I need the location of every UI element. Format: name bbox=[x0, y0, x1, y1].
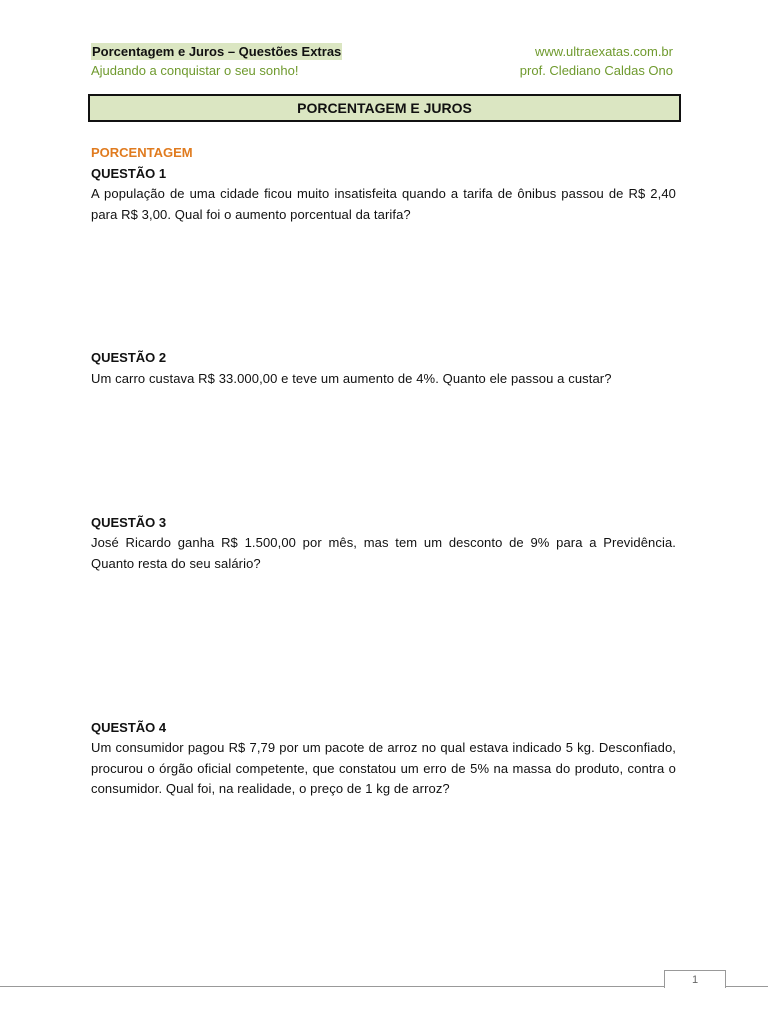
footer-rule bbox=[0, 986, 768, 987]
page-number-box bbox=[664, 970, 726, 988]
question-label: QUESTÃO 4 bbox=[91, 720, 167, 735]
question-label: QUESTÃO 2 bbox=[91, 350, 167, 365]
question-label: QUESTÃO 1 bbox=[91, 166, 167, 181]
main-title: PORCENTAGEM E JUROS bbox=[297, 100, 472, 116]
question-text: José Ricardo ganha R$ 1.500,00 por mês, mas tem um desconto de 9% para a Previdência. Quanto resta do seu salário? bbox=[91, 535, 676, 571]
tagline: Ajudando a conquistar o seu sonho! bbox=[91, 63, 299, 78]
question-text: A população de uma cidade ficou muito insatisfeita quando a tarifa de ônibus passou de R$ 2,40 para R$ 3,00. Qual foi o aumento porcentual da tarifa? bbox=[91, 186, 676, 222]
page-number: 1 bbox=[691, 973, 699, 986]
section-heading: PORCENTAGEM bbox=[91, 145, 193, 160]
main-title-box bbox=[88, 94, 681, 122]
website-link[interactable]: www.ultraexatas.com.br bbox=[535, 44, 673, 59]
question-label: QUESTÃO 3 bbox=[91, 515, 167, 530]
document-title: Porcentagem e Juros – Questões Extras bbox=[92, 44, 342, 59]
author-name: prof. Clediano Caldas Ono bbox=[519, 63, 673, 78]
question-text: Um consumidor pagou R$ 7,79 por um pacote de arroz no qual estava indicado 5 kg. Desconfiado, procurou o órgão oficial competente, que constatou um erro de 5% na massa do produto, contra o consumidor. Qual foi, na realidade, o preço de 1 kg de arroz? bbox=[91, 740, 676, 796]
question-text: Um carro custava R$ 33.000,00 e teve um aumento de 4%. Quanto ele passou a custar? bbox=[91, 371, 612, 386]
